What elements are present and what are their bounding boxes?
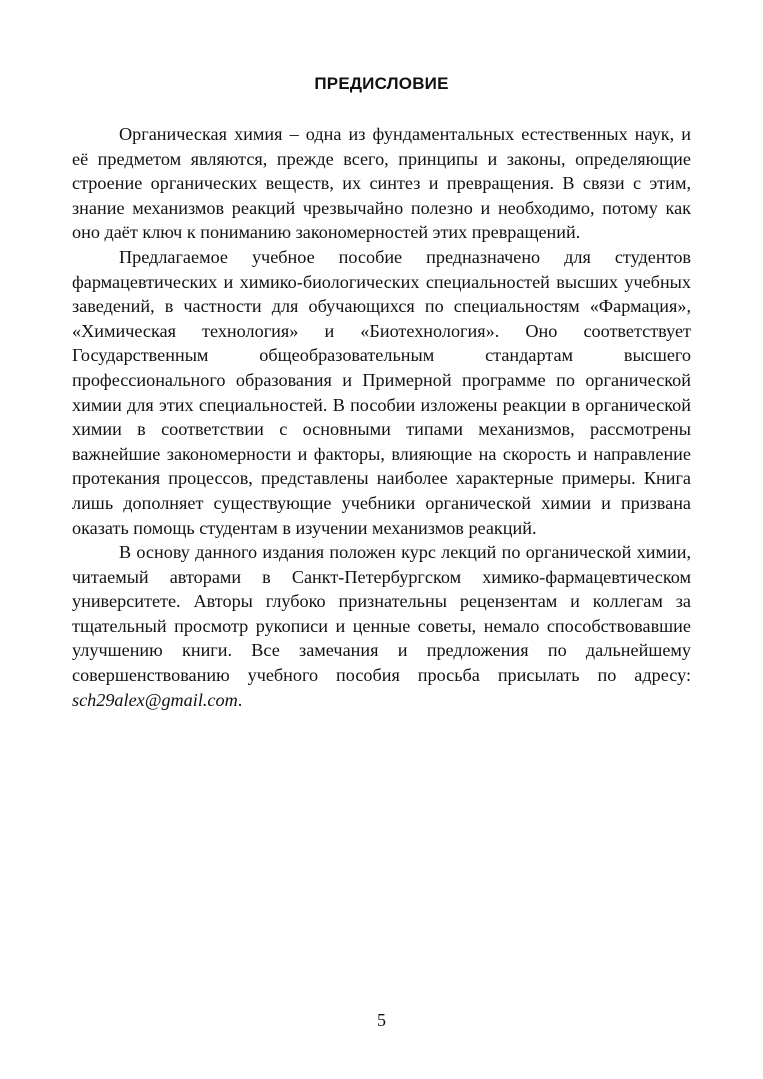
paragraph-3 bbox=[72, 540, 691, 712]
paragraph-1: Органическая химия – одна из фундаментальных естественных наук, и её предметом являются, прежде всего, принципы и законы, определяющие строение органических веществ, их синтез и превращения. В связи с этим, знание механизмов реакций чрезвычайно полезно и необходимо, потому как оно даёт ключ к пониманию закономерностей этих превращений. bbox=[72, 124, 691, 243]
paragraph-3-text: В основу данного издания положен курс лекций по органической химии, читаемый авторами в Санкт-Петербургском химико-фармацевтическом университете. Авторы глубоко признательны рецензентам и коллегам за тщательный просмотр рукописи и ценные советы, немало способствовавшие улучшению книги. Все замечания и предложения по дальнейшему совершенствованию учебного пособия просьба присылать по адресу: bbox=[72, 542, 691, 686]
paragraph-3-end: . bbox=[237, 689, 243, 710]
page-title: ПРЕДИСЛОВИЕ bbox=[314, 74, 449, 93]
paragraph-2: Предлагаемое учебное пособие предназначено для студентов фармацевтических и химико-биологических специальностей высших учебных заведений, в частности для обучающихся по специальностям «Фармация», «Химическая технология» и «Биотехнология». Оно соответствует Государственным общеобразовательным стандартам высшего профессионального образования и Примерной программе по органической химии для этих специальностей. В пособии изложены реакции в органической химии в соответствии с основными типами механизмов, рассмотрены важнейшие закономерности и факторы, влияющие на скорость и направление протекания процессов, представлены наиболее характерные примеры. Книга лишь дополняет существующие учебники органической химии и призвана оказать помощь студентам в изучении механизмов реакций. bbox=[72, 246, 691, 538]
preface-body bbox=[72, 122, 691, 712]
page-number: 5 bbox=[377, 1010, 386, 1030]
contact-email: sch29alex@gmail.com bbox=[72, 689, 238, 710]
